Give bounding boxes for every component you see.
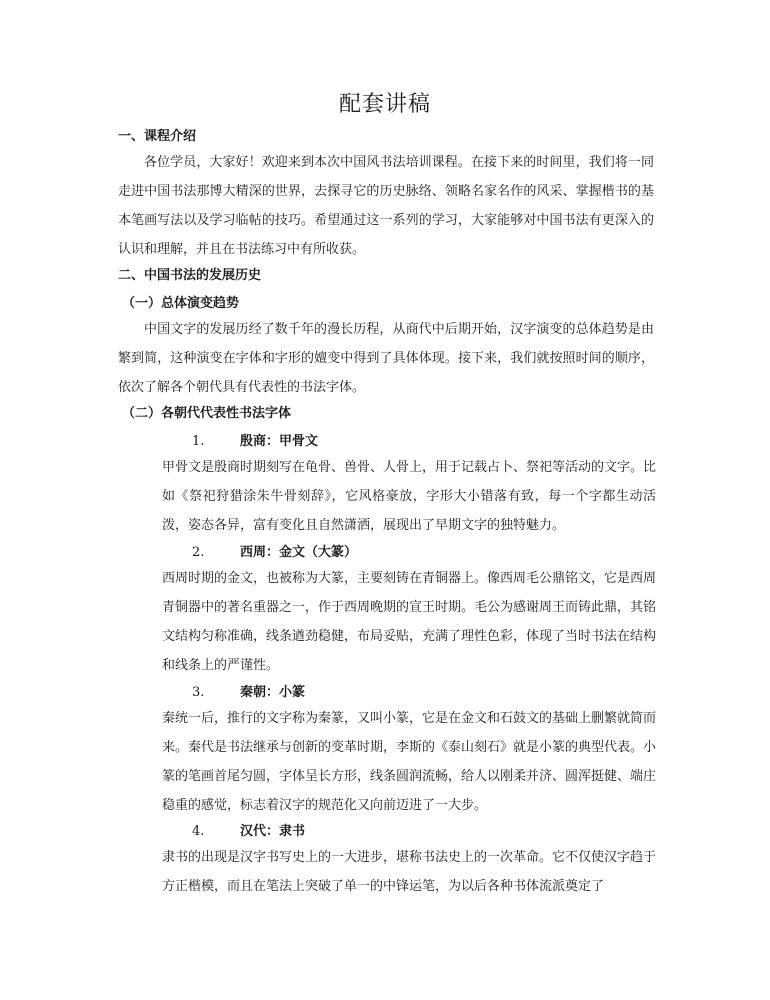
item-number: 1. [192, 434, 205, 449]
page-title: 配套讲稿 [338, 92, 431, 117]
item-label: 西周：金文（大篆） [240, 545, 358, 560]
item-label: 殷商：甲骨文 [240, 434, 319, 449]
script-item-text: 甲骨文是殷商时期刻写在龟骨、兽骨、人骨上，用于记载占卜、祭祀等活动的文字。比如《祭祀狩猎涂朱牛骨刻辞》，它风格豪放，字形大小错落有致，每一个字都生动活泼，姿态各异，富有变化且自然潇洒，展现出了早期文字的独特魅力。 [162, 460, 657, 533]
subsection-heading-scripts: （二）各朝代代表性书法字体 [122, 406, 292, 421]
course-intro-paragraph: 各位学员，大家好！欢迎来到本次中国风书法培训课程。在接下来的时间里，我们将一同走进中国书法那博大精深的世界，去探寻它的历史脉络、领略名家名作的风采、掌握楷书的基本笔画写法以及学习临帖的技巧。希望通过这一系列的学习，大家能够对中国书法有更深入的认识和理解，并且在书法练习中有所收获。 [118, 155, 654, 257]
item-label: 汉代：隶书 [240, 824, 306, 839]
item-number: 2. [192, 545, 205, 560]
section-heading-history: 二、中国书法的发展历史 [118, 268, 262, 283]
item-number: 3. [192, 685, 205, 700]
item-number: 4. [192, 824, 205, 839]
script-item-heading [192, 432, 318, 452]
script-item-text: 西周时期的金文，也被称为大篆，主要刻铸在青铜器上。像西周毛公鼎铭文，它是西周青铜器中的著名重器之一，作于西周晚期的宣王时期。毛公为感谢周王而铸此鼎，其铭文结构匀称准确，线条遒劲稳健，布局妥贴，充满了理性色彩，体现了当时书法在结构和线条上的严谨性。 [162, 571, 657, 673]
item-label: 秦朝：小篆 [240, 685, 306, 700]
script-item-heading [192, 683, 305, 703]
trend-paragraph: 中国文字的发展历经了数千年的漫长历程，从商代中后期开始，汉字演变的总体趋势是由繁到简，这种演变在字体和字形的嬗变中得到了具体体现。接下来，我们就按照时间的顺序，依次了解各个朝代具有代表性的书法字体。 [118, 322, 654, 395]
script-item-heading [192, 822, 305, 842]
script-item-text: 秦统一后，推行的文字称为秦篆，又叫小篆，它是在金文和石鼓文的基础上删繁就简而来。秦代是书法继承与创新的变革时期，李斯的《泰山刻石》就是小篆的典型代表。小篆的笔画首尾匀圆，字体呈长方形，线条圆润流畅，给人以刚柔并济、圆浑挺健、端庄稳重的感觉，标志着汉字的规范化又向前迈进了一大步。 [162, 711, 657, 813]
subsection-heading-trend: （一）总体演变趋势 [122, 296, 240, 311]
script-item-text: 隶书的出现是汉字书写史上的一大进步，堪称书法史上的一次革命。它不仅使汉字趋于方正楷模，而且在笔法上突破了单一的中锋运笔，为以后各种书体流派奠定了 [162, 850, 657, 894]
script-item-heading [192, 543, 357, 563]
section-heading-course-intro: 一、课程介绍 [118, 129, 197, 144]
